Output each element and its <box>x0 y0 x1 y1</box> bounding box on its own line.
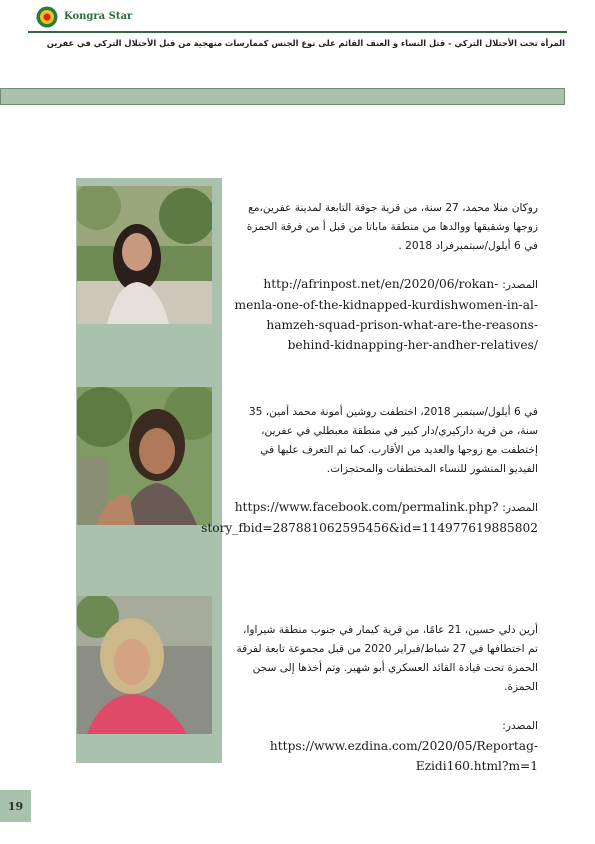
entry-1 <box>232 199 538 355</box>
page-number: 19 <box>0 790 31 822</box>
portrait-photo-2 <box>77 387 212 525</box>
portrait-photo-1 <box>77 186 212 324</box>
entry-2-source <box>201 497 538 538</box>
entry-3-source-link[interactable]: https://www.ezdina.com/2020/05/Reportag-Ezidi160.html?m=1 <box>269 739 538 773</box>
entry-2-source-label: المصدر: <box>502 502 538 514</box>
portrait-photo-3 <box>77 596 212 734</box>
entry-3-source <box>232 715 538 776</box>
brand-name: Kongra Star <box>64 11 133 22</box>
entry-3 <box>232 621 538 776</box>
page-header-title: المرأة تحت الأحتلال التركي - قتل النساء و العنف القائم على نوع الجنس كممارسات منهجية من قبل الأحتلال التركي في عفرين <box>46 38 565 48</box>
entry-2-description: في 6 أيلول/سبتمبر 2018، اختطفت روشين أمونة محمد أمين، 35 سنة، من قرية داركيري/دار كبير في منطقة معبطلي في عفرين، إختطفت مع زوجها والعديد من الأقارب. كما تم التعرف عليها في الفيديو المنشور للنساء المختطفات والمحتجزات. <box>248 406 538 475</box>
entry-2-source-link[interactable]: https://www.facebook.com/permalink.php?story_fbid=287881062595456&id=114977619885802 <box>201 500 538 535</box>
entry-1-description: روكان منلا محمد، 27 سنة، من قرية جوقة التابعة لمدينة عفرين،مع زوجها وشقيقها ووالدها من منطقة ماباتا من قبل أ من فرقة الحمزة في 6 أيلول/سبتمبرفراد 2018 . <box>246 202 538 252</box>
section-band <box>0 88 565 105</box>
entry-2 <box>201 403 538 538</box>
entry-1-source <box>232 274 538 355</box>
kongra-star-logo-icon <box>36 6 58 28</box>
entry-3-source-label: المصدر: <box>502 720 538 732</box>
header-divider <box>28 31 567 33</box>
entry-1-source-label: المصدر: <box>502 279 538 291</box>
entry-3-description: أرين دلي حسين، 21 عامًا، من قرية كيمار في جنوب منطقة شيراوا، تم اختطافها في 27 شباط/فبراير 2020 من قبل مجموعة تابعة لفرقة الحمزة تحت قيادة القائد العسكري أبو شهير. وتم أخذها إلى سجن الحمزة. <box>236 624 538 693</box>
entry-1-source-link[interactable]: http://afrinpost.net/en/2020/06/rokan-menla-one-of-the-kidnapped-kurdishwomen-in-al-hamzeh-squad-prison-what-are-the-reasons-behind-kidnapping-her-andher-relatives/ <box>234 277 538 352</box>
